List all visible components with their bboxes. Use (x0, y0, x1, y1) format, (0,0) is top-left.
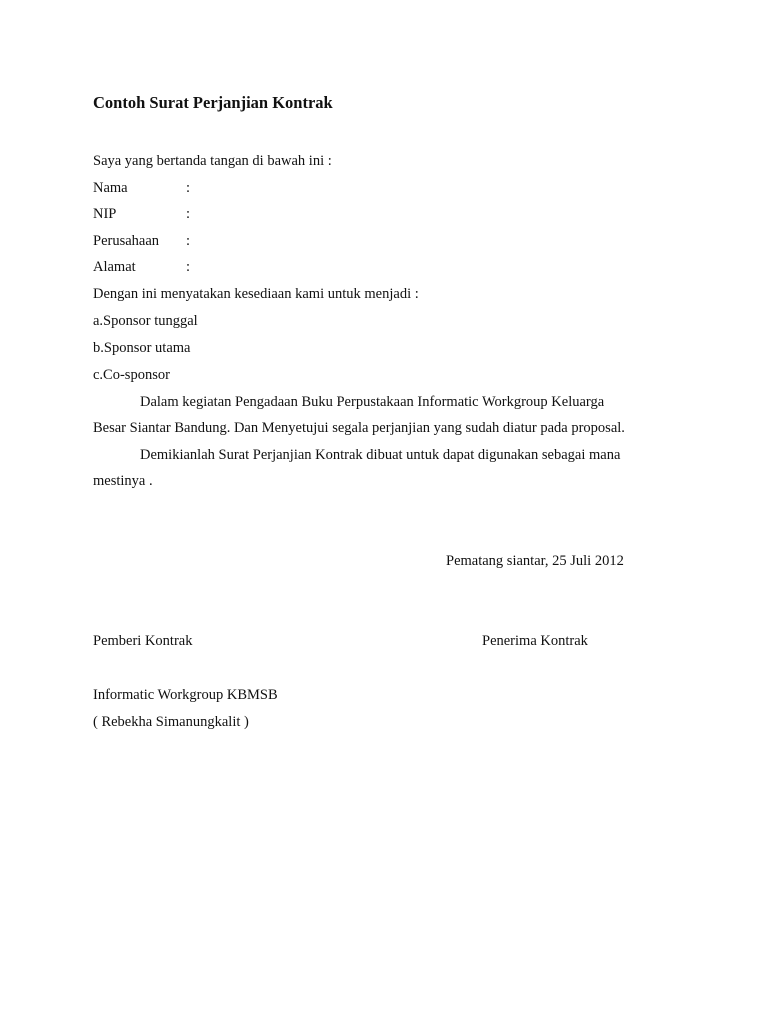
signature-left-title: Pemberi Kontrak (93, 633, 193, 649)
field-nama (93, 179, 190, 197)
field-label: NIP (93, 206, 117, 222)
field-label: Nama (93, 180, 128, 196)
field-alamat (93, 258, 190, 276)
place-date: Pematang siantar, 25 Juli 2012 (446, 553, 624, 569)
field-separator: : (186, 206, 191, 222)
paragraph-line: Besar Siantar Bandung. Dan Menyetujui segala perjanjian yang sudah diatur pada proposal. (93, 420, 625, 436)
document-title: Contoh Surat Perjanjian Kontrak (93, 93, 333, 112)
option-item: c.Co-sponsor (93, 367, 170, 383)
signature-organization: Informatic Workgroup KBMSB (93, 687, 278, 703)
signature-name: ( Rebekha Simanungkalit ) (93, 714, 249, 730)
signature-right-title: Penerima Kontrak (482, 633, 588, 649)
statement-text: Dengan ini menyatakan kesediaan kami untuk menjadi : (93, 286, 419, 302)
paragraph-line: Demikianlah Surat Perjanjian Kontrak dibuat untuk dapat digunakan sebagai mana (140, 447, 621, 463)
field-separator: : (186, 259, 191, 275)
field-separator: : (186, 233, 191, 249)
field-nip (93, 205, 190, 223)
option-item: a.Sponsor tunggal (93, 313, 198, 329)
intro-text: Saya yang bertanda tangan di bawah ini : (93, 153, 332, 169)
paragraph-line: Dalam kegiatan Pengadaan Buku Perpustakaan Informatic Workgroup Keluarga (140, 394, 605, 410)
option-item: b.Sponsor utama (93, 340, 191, 356)
field-label: Perusahaan (93, 233, 160, 249)
field-label: Alamat (93, 259, 136, 275)
field-perusahaan (93, 232, 190, 250)
field-separator: : (186, 180, 191, 196)
paragraph-line: mestinya . (93, 473, 153, 489)
